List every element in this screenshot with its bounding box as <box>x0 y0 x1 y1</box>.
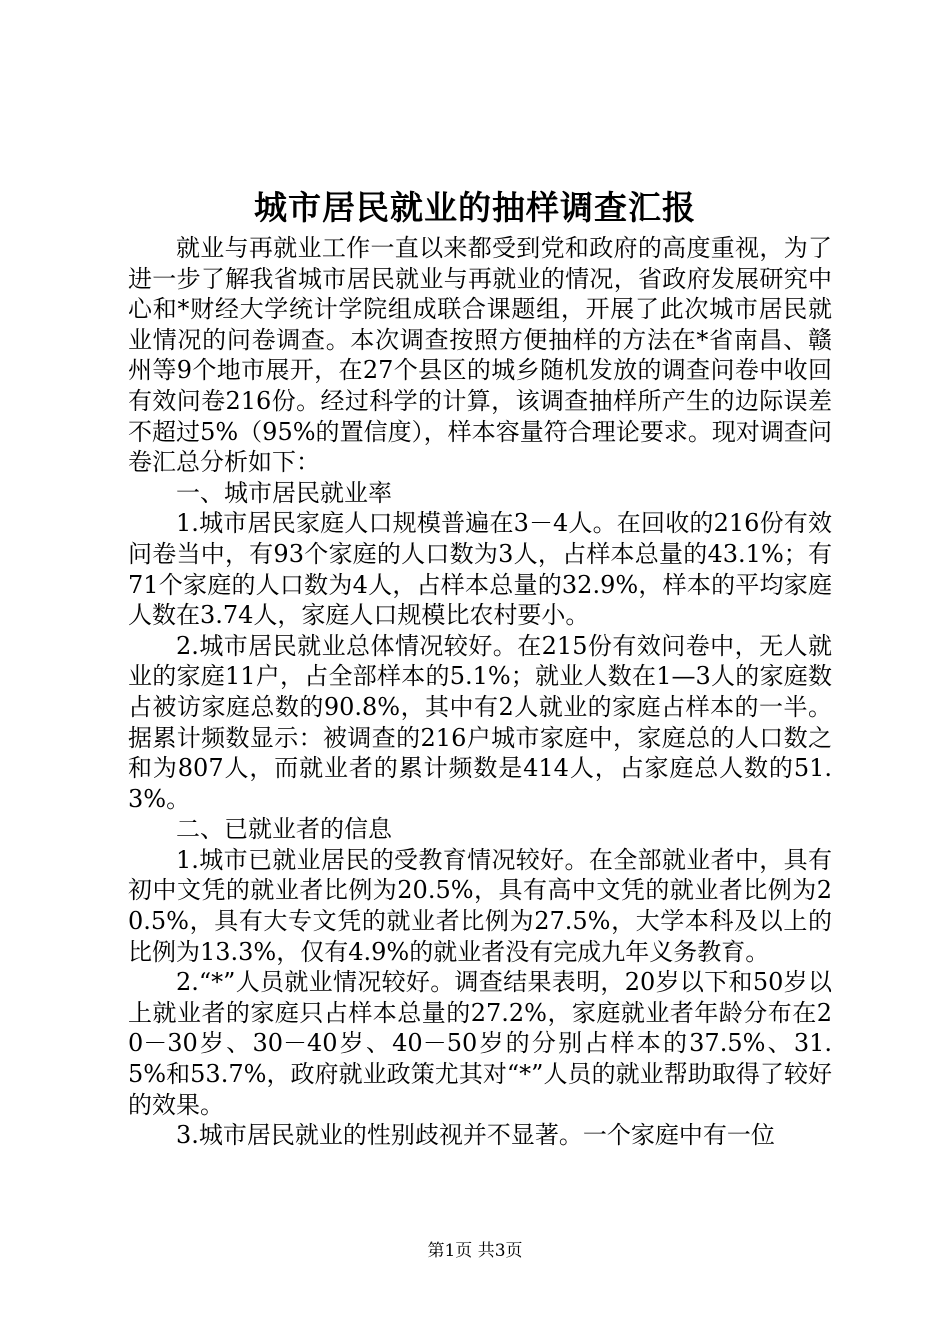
document-title: 城市居民就业的抽样调查汇报 <box>254 188 696 227</box>
paragraph-household-size: 1.城市居民家庭人口规模普遍在3－4人。在回收的216份有效问卷当中，有93个家庭的人口数为3人，占样本总量的43.1%；有71个家庭的人口数为4人，占样本总量的32.9%，样本的平均家庭人数在3.74人，家庭人口规模比农村要小。 <box>128 509 832 630</box>
section-heading-employment-rate: 一、城市居民就业率 <box>176 478 392 507</box>
section-heading-employed-info: 二、已就业者的信息 <box>176 815 392 844</box>
document-body <box>128 233 832 1151</box>
paragraph-education: 1.城市已就业居民的受教育情况较好。在全部就业者中，具有初中文凭的就业者比例为20.5%，具有高中文凭的就业者比例为20.5%，具有大专文凭的就业者比例为27.5%，大学本科及以上的比例为13.3%，仅有4.9%的就业者没有完成九年义务教育。 <box>128 845 832 966</box>
paragraph-gender: 3.城市居民就业的性别歧视并不显著。一个家庭中有一位 <box>176 1121 775 1150</box>
paragraph-employment-overall: 2.城市居民就业总体情况较好。在215份有效问卷中，无人就业的家庭11户，占全部样本的5.1%；就业人数在1—3人的家庭数占被访家庭总数的90.8%，其中有2人就业的家庭占样本的一半。据累计频数显示：被调查的216户城市家庭中，家庭总的人口数之和为807人，而就业者的累计频数是414人，占家庭总人数的51.3%。 <box>128 631 832 813</box>
paragraph-age-groups: 2.“*”人员就业情况较好。调查结果表明，20岁以下和50岁以上就业者的家庭只占样本总量的27.2%，家庭就业者年龄分布在20－30岁、30－40岁、40－50岁的分别占样本的37.5%、31.5%和53.7%，政府就业政策尤其对“*”人员的就业帮助取得了较好的效果。 <box>128 968 832 1119</box>
intro-paragraph: 就业与再就业工作一直以来都受到党和政府的高度重视，为了进一步了解我省城市居民就业与再就业的情况，省政府发展研究中心和*财经大学统计学院组成联合课题组，开展了此次城市居民就业情况的问卷调查。本次调查按照方便抽样的方法在*省南昌、赣州等9个地市展开，在27个县区的城乡随机发放的调查问卷中收回有效问卷216份。经过科学的计算，该调查抽样所产生的边际误差不超过5%（95%的置信度），样本容量符合理论要求。现对调查问卷汇总分析如下： <box>128 234 832 477</box>
page-footer: 第1页 共3页 <box>427 1241 523 1261</box>
